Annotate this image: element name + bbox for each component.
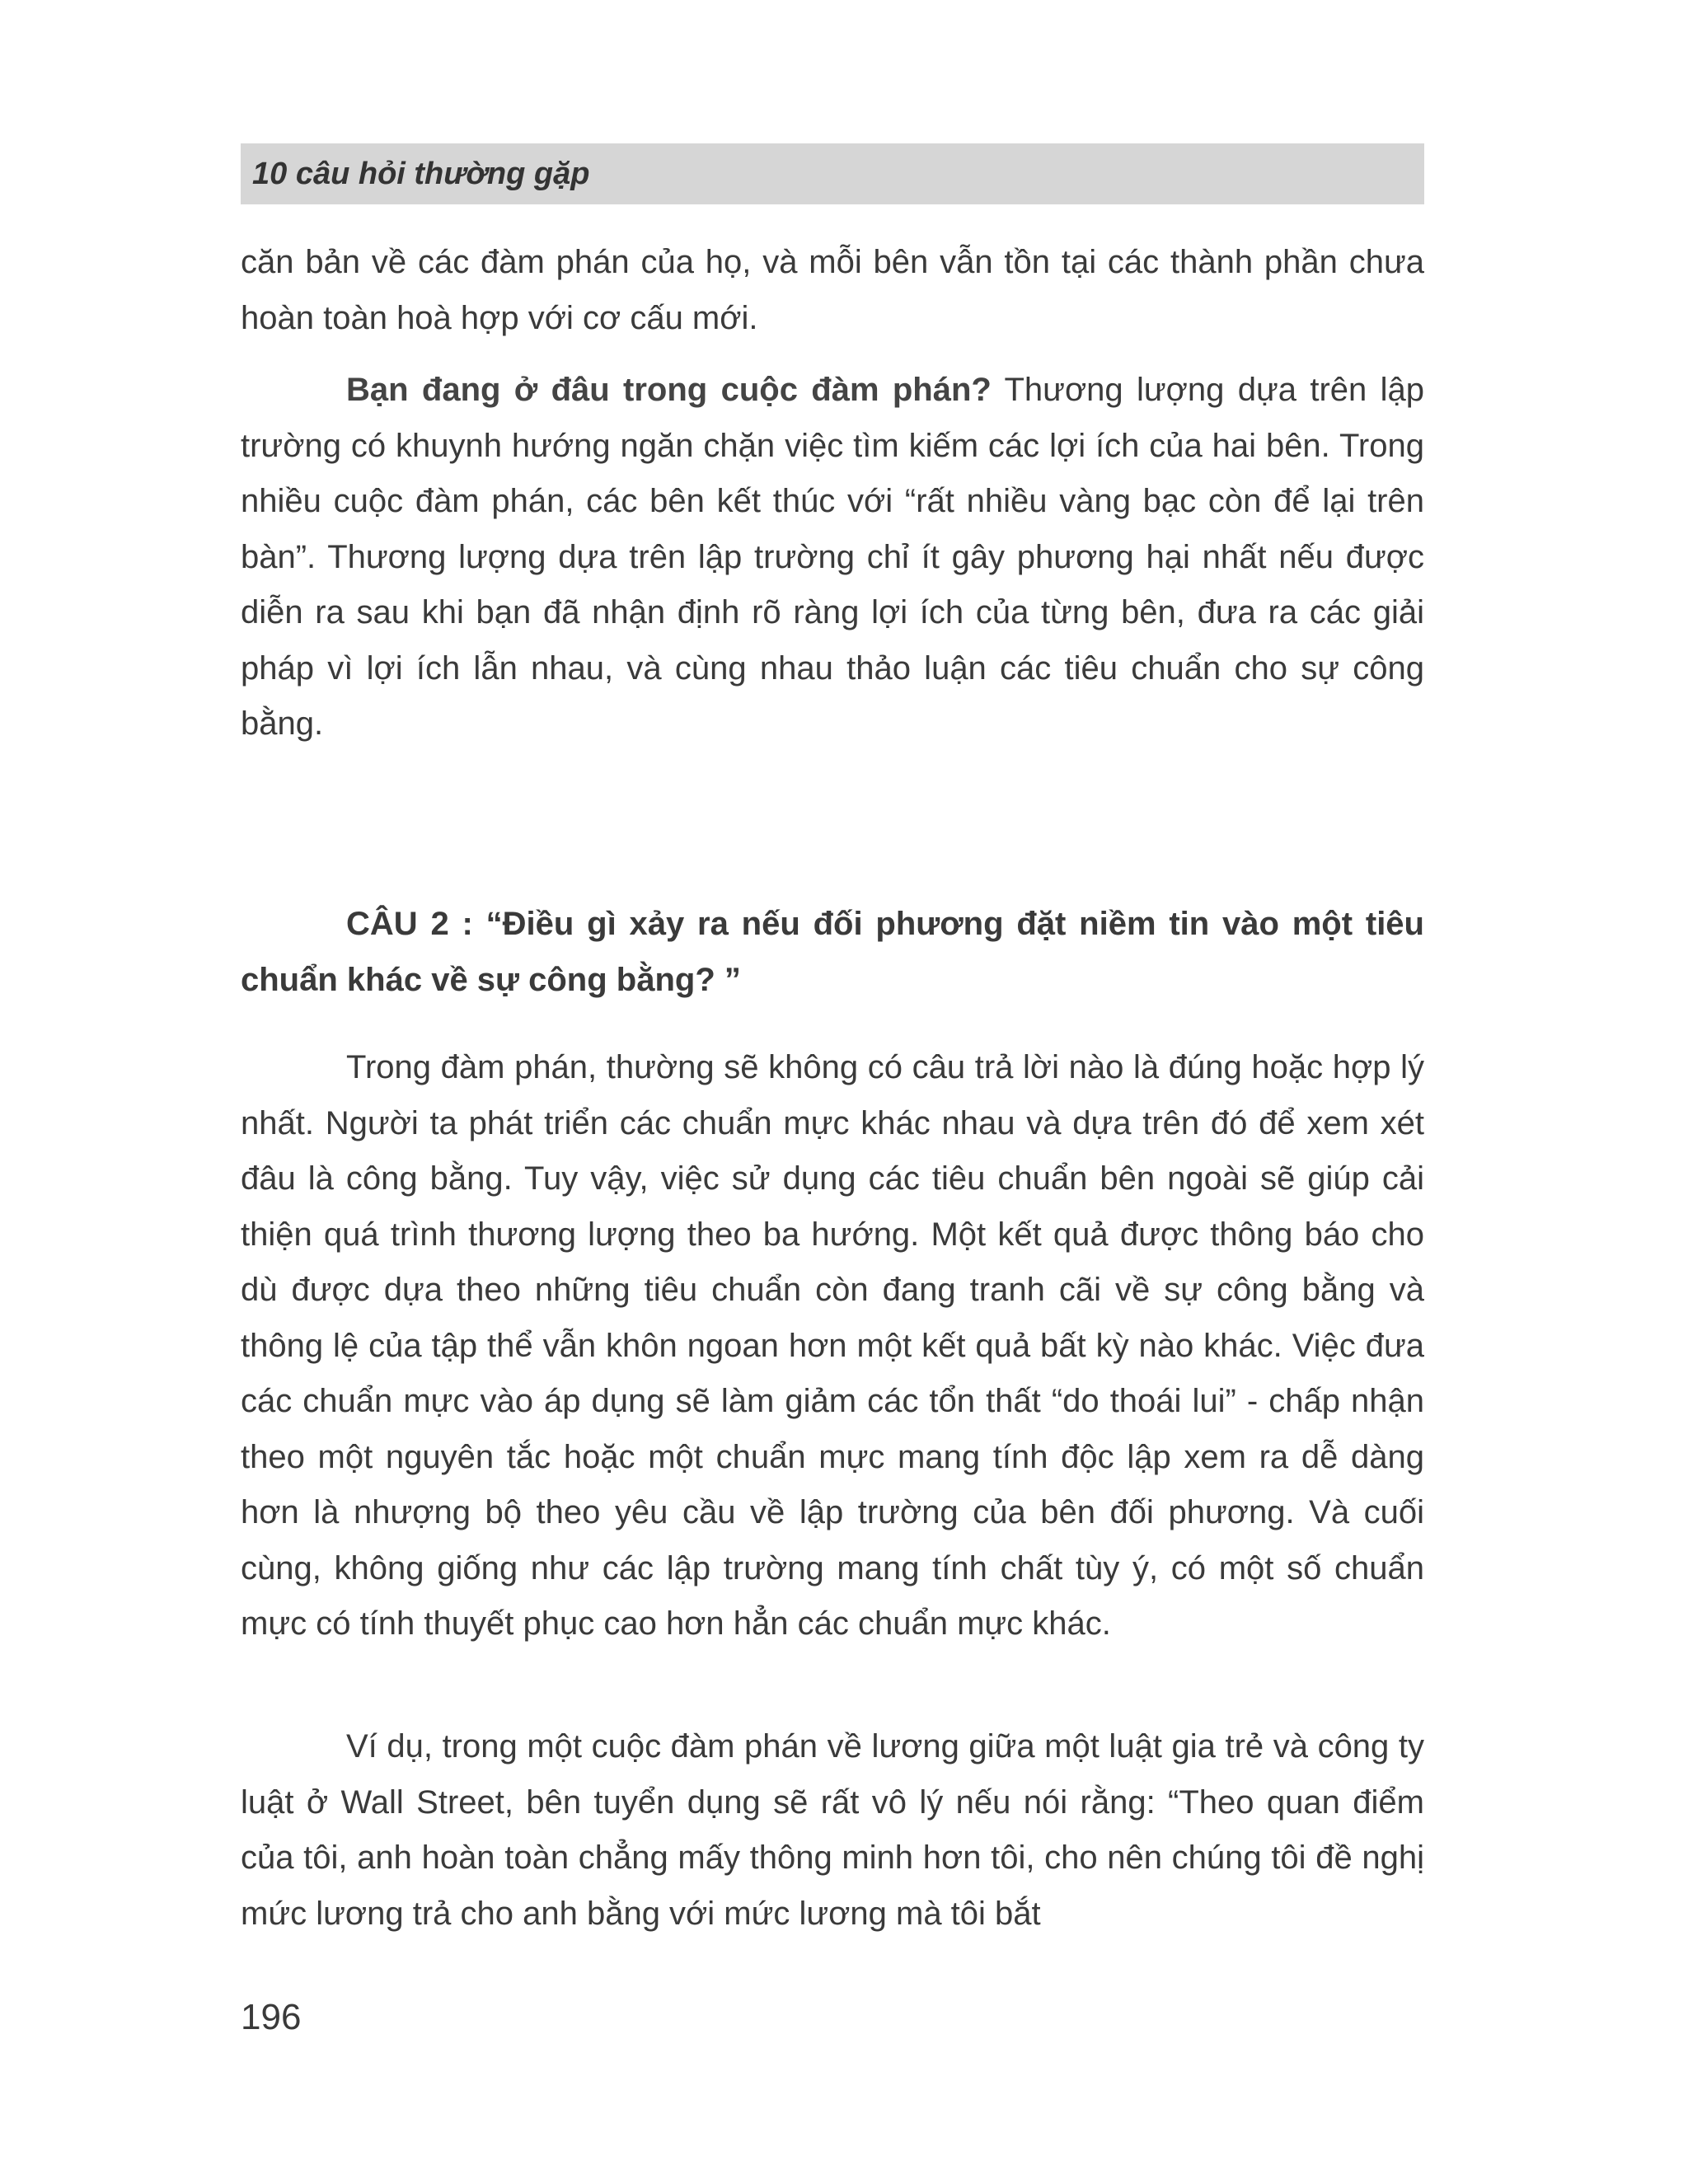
paragraph-text: Ví dụ, trong một cuộc đàm phán về lương giữa một luật gia trẻ và công ty luật ở Wall Street, bên tuyển dụng sẽ rất vô lý nếu nói rằng: “Theo quan điểm của tôi, anh hoàn toàn chẳng mấy thông minh hơn tôi, cho nên chúng tôi đề nghị mức lương trả cho anh bằng với mức lương mà tôi bắt [241,1728,1424,1932]
paragraph-lead-in: Bạn đang ở đâu trong cuộc đàm phán? [346,372,992,408]
page-number: 196 [241,1997,302,2037]
paragraph-answer [241,1040,1424,1652]
paragraph-example [241,1719,1424,1942]
paragraph-where-are-you [241,363,1424,752]
running-header [241,143,1424,204]
paragraph-text: Trong đàm phán, thường sẽ không có câu trả lời nào là đúng hoặc hợp lý nhất. Người ta phát triển các chuẩn mực khác nhau và dựa trên đó để xem xét đâu là công bằng. Tuy vậy, việc sử dụng các tiêu chuẩn bên ngoài sẽ giúp cải thiện quá trình thương lượng theo ba hướng. Một kết quả được thông báo cho dù được dựa theo những tiêu chuẩn còn đang tranh cãi về sự công bằng và thông lệ của tập thể vẫn khôn ngoan hơn một kết quả bất kỳ nào khác. Việc đưa các chuẩn mực vào áp dụng sẽ làm giảm các tổn thất “do thoái lui” - chấp nhận theo một nguyên tắc hoặc một chuẩn mực mang tính độc lập xem ra dễ dàng hơn là nhượng bộ theo yêu cầu về lập trường của bên đối phương. Và cuối cùng, không giống như các lập trường mang tính chất tùy ý, có một số chuẩn mực có tính thuyết phục cao hơn hẳn các chuẩn mực khác. [241,1049,1424,1642]
paragraph-body [241,363,1424,752]
question-heading [241,896,1424,1008]
running-header-title: 10 câu hỏi thường gặp [252,157,590,191]
paragraph-text: căn bản về các đàm phán của họ, và mỗi bên vẫn tồn tại các thành phần chưa hoàn toàn hoà hợp với cơ cấu mới. [241,244,1424,336]
paragraph-continuation [241,235,1424,346]
paragraph-text: Thương lượng dựa trên lập trường có khuynh hướng ngăn chặn việc tìm kiếm các lợi ích của hai bên. Trong nhiều cuộc đàm phán, các bên kết thúc với “rất nhiều vàng bạc còn để lại trên bàn”. Thương lượng dựa trên lập trường chỉ ít gây phương hại nhất nếu được diễn ra sau khi bạn đã nhận định rõ ràng lợi ích của từng bên, đưa ra các giải pháp vì lợi ích lẫn nhau, và cùng nhau thảo luận các tiêu chuẩn cho sự công bằng. [241,372,1425,742]
question-title: CÂU 2 : “Điều gì xảy ra nếu đối phương đặt niềm tin vào một tiêu chuẩn khác về sự công bằng? ” [241,906,1424,998]
